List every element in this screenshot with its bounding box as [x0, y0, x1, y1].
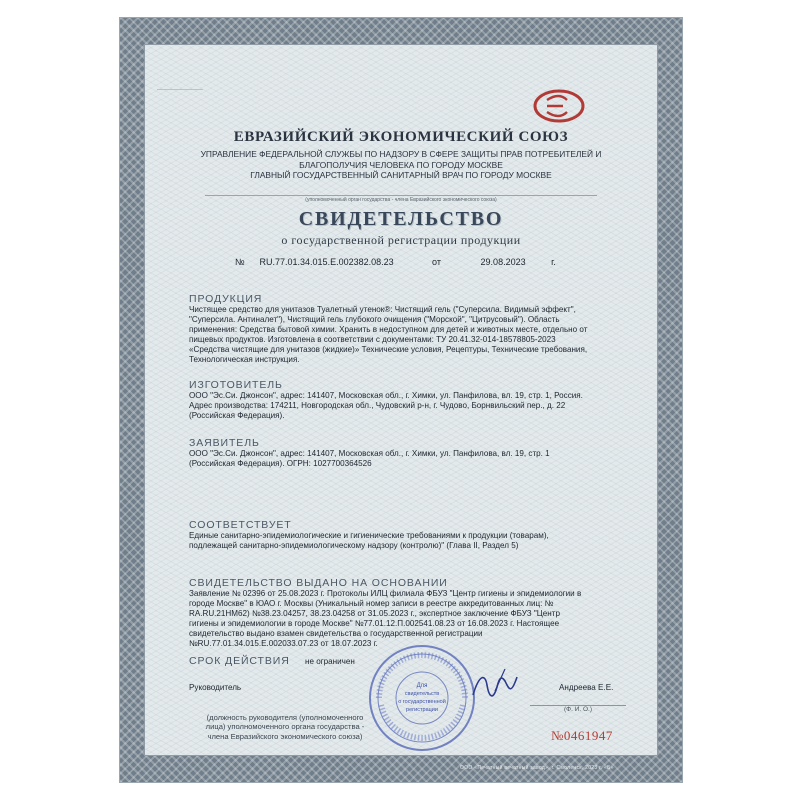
- conformity-section: [189, 519, 629, 551]
- applicant-text: [189, 449, 629, 469]
- text-line: (Российская Федерация).: [189, 411, 285, 421]
- certificate-sheet: [120, 18, 682, 782]
- seal-text-line: о государственной: [398, 699, 446, 705]
- eac-logo-icon: [533, 89, 585, 123]
- corner-stamp-area: [157, 63, 203, 90]
- certificate-number-row: [235, 257, 556, 267]
- text-line: лица) уполномоченного органа государства -: [205, 722, 365, 732]
- official-seal-icon: [367, 643, 477, 753]
- basis-section: [189, 577, 629, 650]
- certificate-number: RU.77.01.34.015.Е.002382.08.23: [259, 257, 394, 267]
- certificate-date: 29.08.2023: [480, 257, 526, 267]
- certificate-title: СВИДЕТЕЛЬСТВО: [298, 208, 504, 230]
- text-line: №RU.77.01.34.015.Е.002033.07.23 от 18.07.2023 г.: [189, 639, 378, 649]
- text-line: RA.RU.21НМ62) №38.23.04257, 38.23.04258 от 31.05.2023 г., экспертное заключение ФБУЗ "Центр: [189, 609, 560, 619]
- text-line: (должность руководителя (уполномоченного: [206, 713, 364, 722]
- text-line: ООО "Эс.Си. Джонсон", адрес: 141407, Московская обл., г. Химки, ул. Панфилова, вл. 19, стр. 1: [189, 449, 550, 458]
- manufacturer-text: [189, 391, 629, 421]
- text-line: члена Евразийского экономического союза): [207, 731, 363, 741]
- text-line: Заявление № 02396 от 25.08.2023 г. Протоколы ИЛЦ филиала ФБУЗ "Центр гигиены и эпидемиологии в: [189, 589, 582, 598]
- certificate-body: [144, 44, 658, 756]
- seal-text-line: Для: [416, 683, 428, 689]
- text-line: гигиены и эпидемиологии в городе Москве" №77.01.12.П.002541.08.23 от 16.08.2023 г. Настоящее: [189, 619, 560, 629]
- basis-heading: СВИДЕТЕЛЬСТВО ВЫДАНО НА ОСНОВАНИИ: [189, 577, 448, 589]
- manufacturer-section: [189, 379, 629, 421]
- union-title: ЕВРАЗИЙСКИЙ ЭКОНОМИЧЕСКИЙ СОЮЗ: [233, 129, 569, 145]
- applicant-heading: ЗАЯВИТЕЛЬ: [189, 437, 260, 449]
- signature-icon: [465, 665, 525, 709]
- print-footer: ООО «Печатный вечатный завод», г. Смоленск, 2023 г. «Б»: [460, 765, 614, 771]
- text-line: Единые санитарно-эпидемиологические и гигиенические требованиями к продукции (товарам),: [189, 531, 549, 540]
- seal-text-line: свидетельств: [404, 691, 440, 697]
- product-text: [189, 305, 629, 366]
- text-line: подлежащей санитарно-эпидемиологическому надзору (контролю)" (Глава II, Раздел 5): [189, 541, 519, 551]
- text-line: Адрес производства: 174211, Новгородская обл., Чудовский р-н, г. Чудово, Борнвильский пер., д. 22: [189, 401, 566, 411]
- department-line: ГЛАВНЫЙ ГОСУДАРСТВЕННЫЙ САНИТАРНЫЙ ВРАЧ ПО ГОРОДУ МОСКВЕ: [250, 170, 552, 180]
- validity-heading: СРОК ДЕЙСТВИЯ: [189, 655, 290, 667]
- date-prefix: от: [432, 257, 441, 267]
- conformity-heading: СООТВЕТСТВУЕТ: [189, 519, 292, 531]
- department-line: БЛАГОПОЛУЧИЯ ЧЕЛОВЕКА ПО ГОРОДУ МОСКВЕ: [299, 159, 503, 170]
- validity-value: не ограничен: [305, 657, 355, 666]
- text-line: городе Москве" в ЮАО г. Москвы (Уникальный номер записи в реестре аккредитованных лиц: №: [189, 599, 554, 609]
- product-heading: ПРОДУКЦИЯ: [189, 293, 263, 305]
- department-line: УПРАВЛЕНИЕ ФЕДЕРАЛЬНОЙ СЛУЖБЫ ПО НАДЗОРУ В СФЕРЕ ЗАЩИТЫ ПРАВ ПОТРЕБИТЕЛЕЙ И: [200, 149, 602, 159]
- text-line: свидетельство выдано взамен свидетельства о государственной регистрации: [189, 629, 483, 639]
- manufacturer-heading: ИЗГОТОВИТЕЛЬ: [189, 379, 283, 391]
- fio-note: (Ф. И. О.): [530, 705, 626, 713]
- certificate-subtitle: о государственной регистрации продукции: [281, 233, 521, 247]
- text-line: Чистящее средство для унитазов Туалетный утенок®: Чистящий гель ("Суперсила. Видимый эффект",: [189, 305, 576, 314]
- text-line: применения: Средства бытовой химии. Хранить в недоступном для детей и животных месте, отдельно от: [189, 325, 588, 335]
- signatory-name: Андреева Е.Е.: [559, 683, 614, 692]
- text-line: пищевых продуктов. Изготовлена в соответствии с документами: ТУ 20.41.32-014-18578805-2023: [189, 335, 556, 345]
- basis-text: [189, 589, 629, 650]
- text-line: "Суперсила. Антиналет"), Чистящий гель глубокого очищения ("Морской", "Цитрусовый"). Область: [189, 315, 560, 325]
- position-note: [185, 713, 385, 741]
- serial-number: №0461947: [551, 728, 613, 743]
- signatory-role: Руководитель: [189, 683, 242, 692]
- conformity-text: [189, 531, 629, 551]
- date-suffix: г.: [551, 257, 556, 267]
- text-line: (Российская Федерация). ОГРН: 1027700364526: [189, 459, 372, 469]
- department-block: [175, 149, 627, 181]
- seal-text-line: регистрации: [406, 707, 438, 713]
- product-section: [189, 293, 629, 366]
- number-prefix: №: [235, 257, 245, 267]
- authority-note: (уполномоченный орган государства - члена Евразийского экономического союза): [205, 195, 597, 203]
- text-line: ООО "Эс.Си. Джонсон", адрес: 141407, Московская обл., г. Химки, ул. Панфилова, вл. 19, стр. 1, Россия.: [189, 391, 583, 400]
- text-line: Технологическая инструкция.: [189, 355, 300, 365]
- text-line: «Средства чистящие для унитазов (жидкие)» Технические условия, Рецептуры, Технические требования,: [189, 345, 588, 355]
- applicant-section: [189, 437, 629, 469]
